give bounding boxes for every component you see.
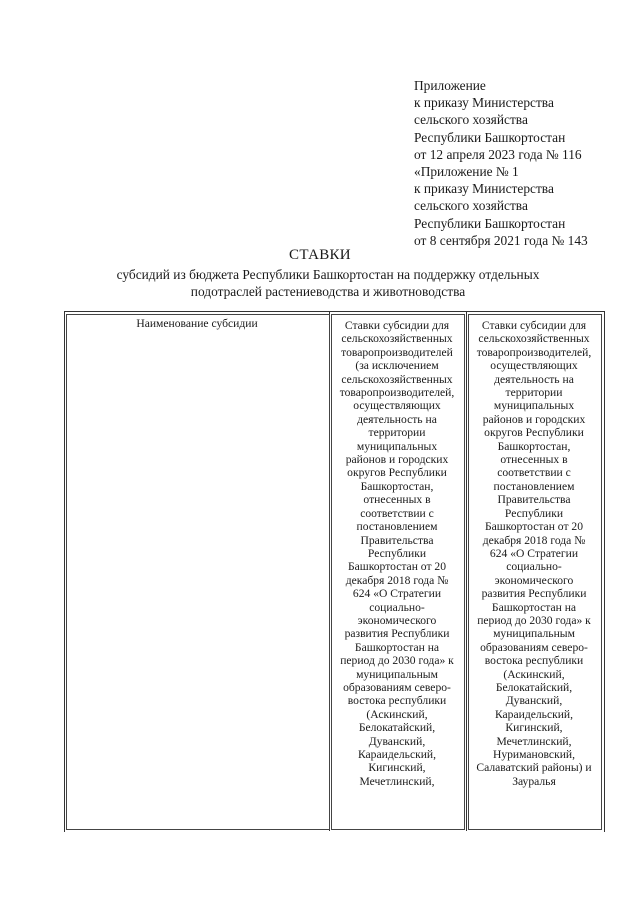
header-line: деятельность на bbox=[357, 412, 437, 426]
header-line: соответствии с bbox=[360, 506, 434, 520]
header-line: муниципальных bbox=[493, 399, 575, 413]
header-line: территории bbox=[368, 426, 426, 440]
appendix-line: к приказу Министерства bbox=[414, 181, 554, 197]
header-line: соответствии с bbox=[497, 466, 571, 480]
header-subsidy-name: Наименование субсидии bbox=[136, 317, 258, 330]
header-line: территории bbox=[505, 386, 563, 400]
header-line: постановлением bbox=[493, 479, 575, 493]
header-line: Караидельский, bbox=[494, 707, 574, 721]
appendix-block bbox=[414, 77, 588, 249]
header-line: экономического bbox=[494, 573, 574, 587]
cell-frame-col1 bbox=[66, 314, 330, 830]
header-line: Нуримановский, bbox=[492, 748, 576, 761]
header-line: районов и городских bbox=[345, 453, 449, 467]
header-line: Правительства bbox=[497, 493, 571, 507]
header-line: образованиям северо- bbox=[343, 680, 451, 694]
header-line: социально- bbox=[506, 560, 562, 574]
header-line: постановлением bbox=[356, 520, 438, 534]
header-line: Ставки субсидии для bbox=[481, 319, 587, 332]
header-line: Дуванский, bbox=[368, 734, 426, 748]
header-line: Белокатайский, bbox=[358, 721, 436, 735]
header-line: развития Республики bbox=[344, 627, 450, 641]
document-subtitle bbox=[88, 266, 568, 300]
header-line: Белокатайский, bbox=[495, 680, 573, 694]
header-line: Ставки субсидии для bbox=[344, 319, 450, 332]
header-line: (за исключением bbox=[355, 359, 439, 373]
appendix-line: сельского хозяйства bbox=[414, 198, 528, 214]
header-line: развития Республики bbox=[481, 587, 587, 601]
header-line: деятельность на bbox=[494, 372, 574, 386]
header-line: образованиям северо- bbox=[480, 640, 588, 654]
header-line: Кигинский, bbox=[368, 761, 426, 775]
header-line: период до 2030 года» к bbox=[477, 613, 591, 627]
header-line: востока республики bbox=[484, 654, 584, 668]
header-line: товаропроизводителей bbox=[341, 345, 453, 359]
header-line: 624 «О Стратегии bbox=[352, 587, 442, 601]
header-line: востока республики bbox=[347, 694, 447, 708]
header-line: 624 «О Стратегии bbox=[489, 546, 579, 560]
header-line: Мечетлинский, bbox=[359, 774, 435, 788]
header-line: (Аскинский, bbox=[366, 707, 428, 721]
header-rates-northeast bbox=[468, 319, 600, 788]
header-line: сельскохозяйственных bbox=[341, 332, 453, 346]
header-line: Республики bbox=[504, 506, 564, 520]
header-line: Башкортостан на bbox=[491, 600, 577, 614]
header-line: отнесенных в bbox=[363, 493, 431, 507]
header-rates-general bbox=[331, 319, 463, 788]
header-line: отнесенных в bbox=[500, 453, 568, 467]
header-line: осуществляющих bbox=[490, 359, 578, 373]
header-line: округов Республики bbox=[484, 426, 584, 440]
header-line: районов и городских bbox=[482, 412, 586, 426]
header-line: Зауралья bbox=[512, 774, 556, 788]
header-line: Республики bbox=[367, 546, 427, 560]
header-line: Мечетлинский, bbox=[496, 734, 572, 748]
header-line: Караидельский, bbox=[357, 748, 437, 761]
header-line: Кигинский, bbox=[505, 721, 563, 735]
header-line: декабря 2018 года № bbox=[482, 533, 586, 547]
header-line: муниципальных bbox=[356, 439, 438, 453]
header-line: Дуванский, bbox=[505, 694, 563, 708]
table-column-divider bbox=[466, 311, 467, 831]
header-line: Башкортостан, bbox=[497, 439, 571, 453]
appendix-line: Республики Башкортостан bbox=[414, 129, 566, 145]
header-line: экономического bbox=[357, 613, 437, 627]
header-line: Башкортостан от 20 bbox=[484, 520, 584, 534]
header-line: декабря 2018 года № bbox=[345, 573, 449, 587]
header-line: товаропроизводителей, bbox=[476, 345, 592, 359]
appendix-line: от 8 сентября 2021 года № 143 bbox=[414, 232, 588, 248]
header-line: Башкортостан на bbox=[354, 640, 440, 654]
appendix-line: Приложение bbox=[414, 78, 486, 93]
header-line: товаропроизводителей, bbox=[339, 386, 455, 400]
header-line: (Аскинский, bbox=[503, 667, 565, 681]
appendix-line: «Приложение № 1 bbox=[414, 164, 519, 180]
header-line: Салаватский районы) и bbox=[476, 761, 592, 775]
header-line: муниципальным bbox=[356, 667, 438, 681]
document-title: СТАВКИ bbox=[289, 247, 351, 263]
subtitle-line-2: подотраслей растениеводства и животноводства bbox=[190, 284, 466, 299]
header-line: Правительства bbox=[360, 533, 434, 547]
header-line: период до 2030 года» к bbox=[340, 654, 454, 668]
header-line: Башкортостан, bbox=[360, 479, 434, 493]
appendix-line: Республики Башкортостан bbox=[414, 215, 566, 231]
appendix-line: сельского хозяйства bbox=[414, 112, 528, 128]
header-line: Башкортостан от 20 bbox=[347, 560, 447, 574]
appendix-line: от 12 апреля 2023 года № 116 bbox=[414, 146, 582, 162]
subtitle-line-1: субсидий из бюджета Республики Башкортостан на поддержку отдельных bbox=[116, 267, 540, 282]
appendix-line: к приказу Министерства bbox=[414, 95, 554, 111]
header-line: осуществляющих bbox=[353, 399, 441, 413]
header-line: муниципальным bbox=[493, 627, 575, 641]
header-line: социально- bbox=[369, 600, 425, 614]
header-line: сельскохозяйственных bbox=[478, 332, 590, 346]
header-line: сельскохозяйственных bbox=[341, 372, 453, 386]
header-line: округов Республики bbox=[347, 466, 447, 480]
